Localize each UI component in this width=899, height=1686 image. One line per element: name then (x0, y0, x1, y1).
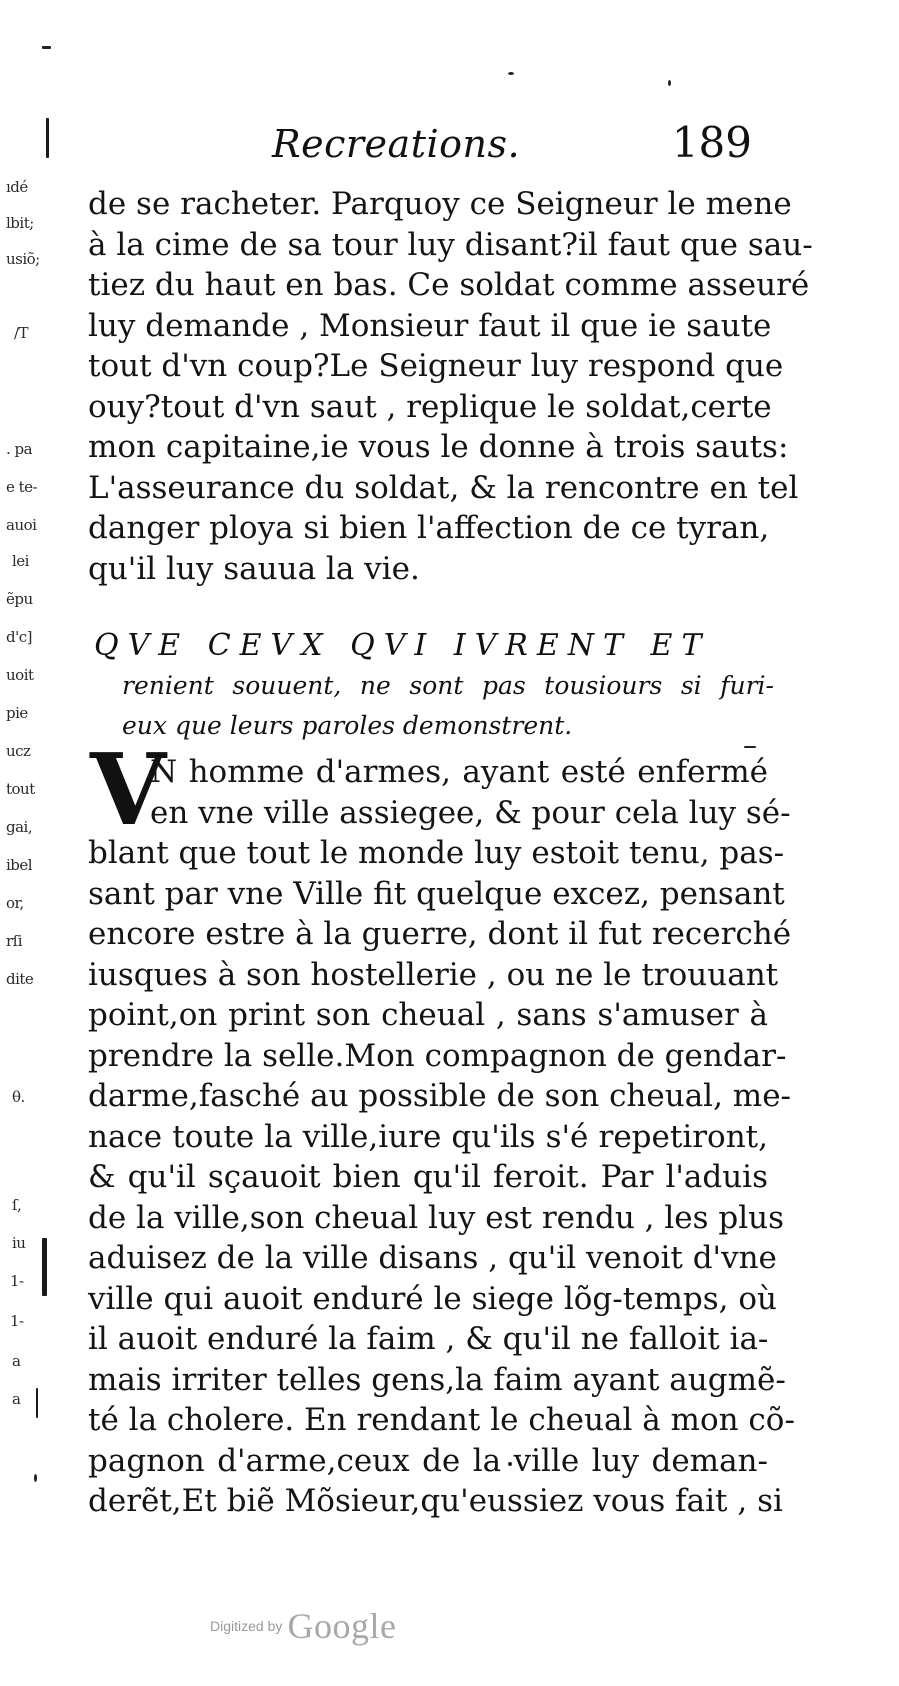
heading-subtitle-line: eux que leurs paroles demonstrent. (122, 711, 573, 740)
text-line: N homme d'armes, ayant esté enfermé (150, 754, 768, 790)
gutter-fragment: a (12, 1352, 21, 1370)
scan-speck (744, 746, 756, 748)
drop-cap: V (90, 733, 167, 848)
gutter-fragment: dite (6, 970, 34, 988)
gutter-fragment: 1- (10, 1312, 24, 1330)
text-line: tout d'vn coup?Le Seigneur luy respond que (88, 348, 784, 384)
gutter-fragment: 1- (10, 1272, 24, 1290)
gutter-fragment: lei (12, 552, 29, 570)
text-line: à la cime de sa tour luy disant?il faut que sau- (88, 226, 813, 263)
text-line: sant par vne Ville fit quelque excez, pensant (88, 875, 785, 912)
gutter-fragment: ıdé (6, 178, 28, 196)
text-line: & qu'il sçauoit bien qu'il feroit. Par l'aduis (88, 1159, 768, 1195)
gutter-fragment: e te- (6, 478, 38, 496)
text-line: ville qui auoit enduré le siege lõg-temps, où (88, 1280, 778, 1317)
page-header (272, 118, 752, 172)
paragraph-1 (88, 184, 813, 589)
facing-page-gutter (2, 0, 64, 1686)
scan-speck (508, 72, 514, 75)
page-number: 189 (671, 118, 752, 167)
gutter-fragment: usiõ; (6, 250, 40, 268)
text-line: té la cholere. En rendant le cheual à mon cõ- (88, 1402, 795, 1438)
text-line: de la ville,son cheual luy est rendu , les plus (88, 1199, 785, 1236)
gutter-fragment: θ. (12, 1088, 25, 1106)
watermark-small-text: Digitized by (210, 1618, 283, 1634)
text-line: iusques à son hostellerie , ou ne le trouuant (88, 956, 779, 993)
scan-speck (668, 80, 671, 86)
gutter-fragment: . pa (6, 440, 33, 458)
running-title: Recreations. (272, 122, 521, 166)
digitized-by-google-watermark (210, 1605, 396, 1647)
text-line: il auoit enduré la faim , & qu'il ne falloit ia- (88, 1321, 769, 1357)
gutter-fragment: or, (6, 894, 24, 912)
gutter-fragment: ucz (6, 742, 31, 760)
text-line: blant que tout le monde luy estoit tenu, pas- (88, 835, 785, 871)
text-line: de se racheter. Parquoy ce Seigneur le mene (88, 186, 792, 222)
text-line: derẽt,Et biẽ Mõsieur,qu'eussiez vous fait , si (88, 1483, 783, 1519)
text-line: L'asseurance du soldat, & la rencontre en tel (88, 469, 799, 506)
gutter-fragment: d'c] (6, 628, 32, 646)
gutter-fragment: rſi (6, 932, 23, 950)
text-line: mais irriter telles gens,la faim ayant augmẽ- (88, 1361, 786, 1398)
text-line: point,on print son cheual , sans s'amuser à (88, 997, 768, 1033)
text-line: tiez du haut en bas. Ce soldat comme asseuré (88, 267, 810, 303)
text-line: en vne ville assiegee, & pour cela luy sé- (150, 794, 791, 831)
gutter-fragment: a (12, 1390, 21, 1408)
gutter-rule-bottom (42, 1238, 47, 1296)
gutter-fragment: uoit (6, 666, 34, 684)
gutter-fragment: pie (6, 704, 28, 722)
gutter-fragment: iu (12, 1234, 26, 1252)
heading-subtitle-line: renient souuent, ne sont pas tousiours si furi- (122, 671, 774, 700)
gutter-rule-top (46, 118, 49, 158)
gutter-fragment: auoi (6, 516, 37, 534)
section-heading (94, 626, 774, 746)
scan-speck (42, 46, 51, 49)
gutter-fragment: ſ, (12, 1196, 22, 1214)
text-line: prendre la selle.Mon compagnon de gendar- (88, 1037, 787, 1074)
gutter-fragment: tout (6, 780, 35, 798)
scan-speck (34, 1474, 37, 1482)
text-line: danger ploya si bien l'affection de ce tyran, (88, 510, 770, 546)
gutter-fragment: ẽpu (6, 590, 33, 608)
paragraph-2 (88, 752, 795, 1522)
text-line: ouy?tout d'vn saut , replique le soldat,certe (88, 388, 772, 425)
text-line: qu'il luy sauua la vie. (88, 550, 420, 587)
text-line: darme,fasché au possible de son cheual, me- (88, 1078, 792, 1114)
gutter-fragment: gai, (6, 818, 33, 836)
text-line: encore estre à la guerre, dont il fut recerché (88, 916, 792, 952)
gutter-fragment: lbit; (6, 214, 34, 232)
text-line: mon capitaine,ie vous le donne à trois sauts: (88, 429, 789, 465)
text-line: pagnon d'arme,ceux de la ville luy deman- (88, 1442, 768, 1479)
text-line: luy demande , Monsieur faut il que ie saute (88, 307, 772, 344)
heading-title: QVE CEVX QVI IVRENT ET (94, 628, 711, 663)
watermark-google-logo: Google (287, 1606, 397, 1646)
gutter-fragment: /T (14, 324, 29, 342)
text-line: nace toute la ville,iure qu'ils s'é repetiront, (88, 1118, 768, 1155)
gutter-fragment: ibel (6, 856, 33, 874)
gutter-rule-tail (36, 1388, 38, 1418)
text-line: aduisez de la ville disans , qu'il venoit d'vne (88, 1240, 777, 1276)
